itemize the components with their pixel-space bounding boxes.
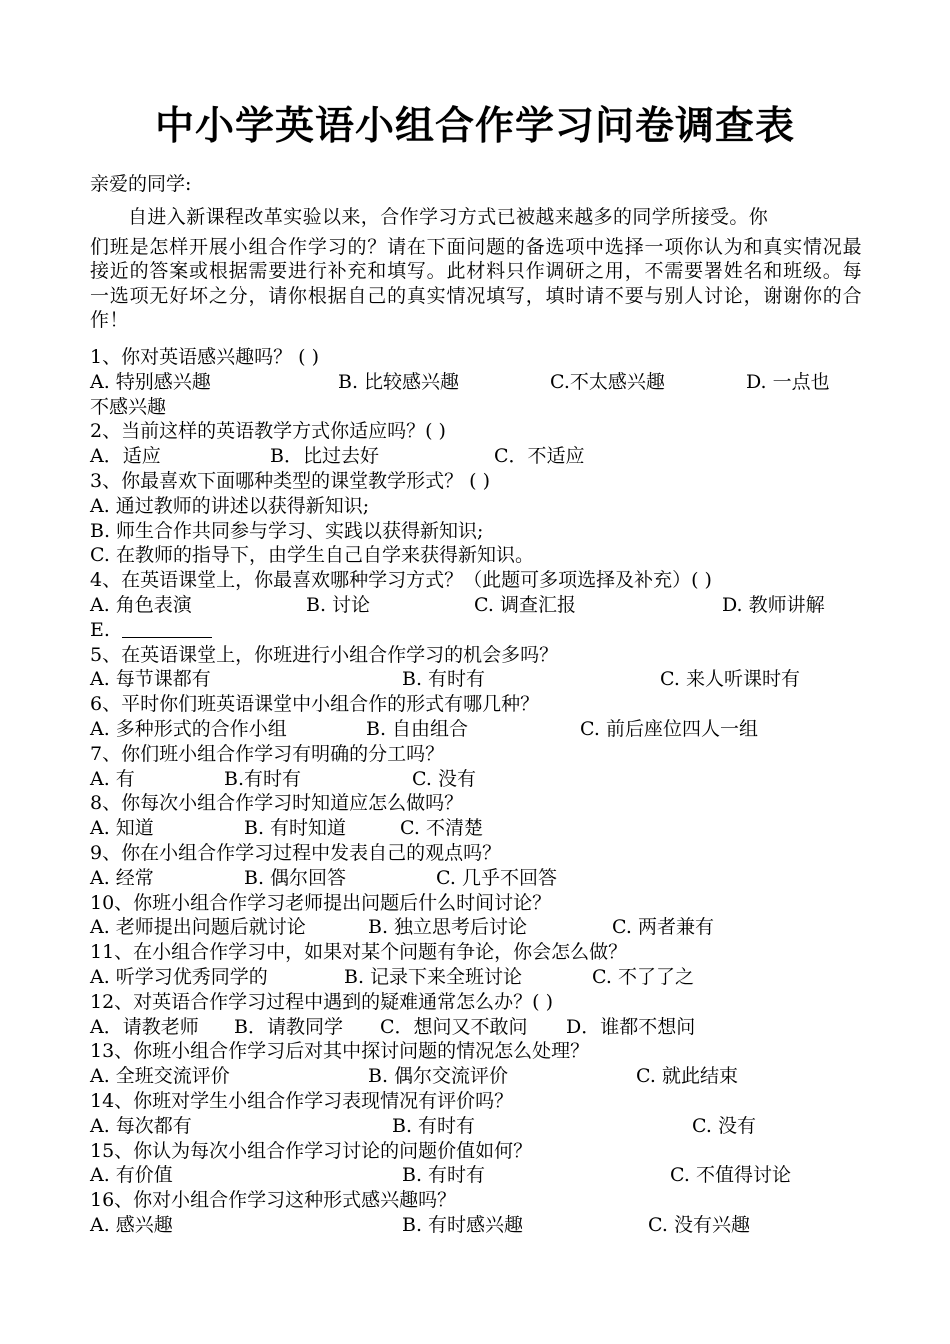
option-a: A. 老师提出问题后就讨论 xyxy=(90,916,306,939)
option-c: C. 几乎不回答 xyxy=(436,866,557,889)
option-a: A. 有 xyxy=(90,767,135,790)
option-c: C. 没有 xyxy=(412,767,476,790)
question-5: 5、在英语课堂上，你班进行小组合作学习的机会多吗？ xyxy=(90,643,559,666)
option-b: B.有时有 xyxy=(224,767,302,790)
question-3-option-b: B. 师生合作共同参与学习、实践以获得新知识; xyxy=(90,519,484,542)
question-3: 3、你最喜欢下面哪种类型的课堂教学形式？ ( ) xyxy=(90,469,490,492)
question-12: 12、对英语合作学习过程中遇到的疑难通常怎么办？( ) xyxy=(90,990,554,1013)
question-5-options xyxy=(90,667,862,692)
question-14: 14、你班对学生小组合作学习表现情况有评价吗？ xyxy=(90,1089,514,1112)
question-6-options xyxy=(90,717,862,742)
option-c: C. 就此结束 xyxy=(636,1065,738,1088)
intro-first-line: 自进入新课程改革实验以来，合作学习方式已被越来越多的同学所接受。你 xyxy=(128,206,769,228)
question-10: 10、你班小组合作学习老师提出问题后什么时间讨论？ xyxy=(90,891,552,914)
question-8: 8、你每次小组合作学习时知道应怎么做吗？ xyxy=(90,792,464,815)
option-b: B. 有时有 xyxy=(402,668,486,691)
question-1-options xyxy=(90,370,862,395)
question-11-options xyxy=(90,965,862,990)
question-10-options xyxy=(90,915,862,940)
question-8-options xyxy=(90,816,862,841)
question-13: 13、你班小组合作学习后对其中探讨问题的情况怎么处理？ xyxy=(90,1040,590,1063)
option-a: A. 听学习优秀同学的 xyxy=(90,965,268,988)
option-a: A. 特别感兴趣 xyxy=(90,370,211,393)
intro-body: 们班是怎样开展小组合作学习的？请在下面问题的备选项中选择一项你认为和真实情况最接近的答案或根据需要进行补充和填写。此材料只作调研之用，不需要署姓名和班级。每一选项无好坏之分，请你根据自己的真实情况填写，填时请不要与别人讨论，谢谢你的合作！ xyxy=(90,236,862,331)
option-c: C. 不值得讨论 xyxy=(670,1164,791,1187)
option-c: C. 前后座位四人一组 xyxy=(580,717,758,740)
option-a: A. 全班交流评价 xyxy=(90,1065,230,1088)
question-11: 11、在小组合作学习中，如果对某个问题有争论，你会怎么做？ xyxy=(90,941,628,964)
option-b: B．比过去好 xyxy=(270,445,379,468)
option-a: A. 每次都有 xyxy=(90,1114,192,1137)
option-b: B. 比较感兴趣 xyxy=(338,370,460,393)
option-b: B. 有时有 xyxy=(402,1164,486,1187)
question-7: 7、你们班小组合作学习有明确的分工吗？ xyxy=(90,742,445,765)
option-d: D. 教师讲解 xyxy=(722,593,825,616)
option-c: C. 来人听课时有 xyxy=(660,668,800,691)
option-a: A. 每节课都有 xyxy=(90,668,211,691)
question-9: 9、你在小组合作学习过程中发表自己的观点吗？ xyxy=(90,841,502,864)
option-b: B．请教同学 xyxy=(234,1015,343,1038)
question-16-options xyxy=(90,1213,862,1238)
question-7-options xyxy=(90,767,862,792)
option-b: B. 记录下来全班讨论 xyxy=(344,965,523,988)
question-15: 15、你认为每次小组合作学习讨论的问题价值如何？ xyxy=(90,1139,533,1162)
question-3-option-c: C. 在教师的指导下，由学生自己自学来获得新知识。 xyxy=(90,544,534,567)
option-c: C. 没有兴趣 xyxy=(648,1213,750,1236)
option-b: B. 偶尔回答 xyxy=(244,866,347,889)
question-1-option-d-cont: 不感兴趣 xyxy=(90,395,167,418)
option-a: A．适应 xyxy=(90,445,161,468)
question-3-option-a: A. 通过教师的讲述以获得新知识; xyxy=(90,494,370,517)
option-b: B. 有时有 xyxy=(392,1114,476,1137)
option-a: A. 经常 xyxy=(90,866,154,889)
option-c: C．不适应 xyxy=(494,445,585,468)
option-c: C. 没有 xyxy=(692,1114,756,1137)
option-e-label: E. xyxy=(90,618,110,641)
intro-paragraph xyxy=(90,205,862,332)
question-6: 6、平时你们班英语课堂中小组合作的形式有哪几种？ xyxy=(90,693,540,716)
question-9-options xyxy=(90,866,862,891)
salutation: 亲爱的同学: xyxy=(90,173,192,195)
option-b: B. 偶尔交流评价 xyxy=(368,1065,509,1088)
option-a: A. 有价值 xyxy=(90,1164,173,1187)
option-c: C．想问又不敢问 xyxy=(380,1015,528,1038)
option-a: A. 角色表演 xyxy=(90,593,192,616)
option-c: C. 调查汇报 xyxy=(474,593,576,616)
option-b: B. 有时感兴趣 xyxy=(402,1213,524,1236)
option-a: A. 感兴趣 xyxy=(90,1213,173,1236)
question-list xyxy=(90,345,862,1238)
option-d: D．谁都不想问 xyxy=(566,1015,696,1038)
option-b: B. 独立思考后讨论 xyxy=(368,916,528,939)
option-c: C. 两者兼有 xyxy=(612,916,714,939)
option-c: C. 不了了之 xyxy=(592,965,694,988)
question-1: 1、你对英语感兴趣吗？ ( ) xyxy=(90,346,319,368)
question-4-option-e xyxy=(90,618,862,643)
question-4: 4、在英语课堂上，你最喜欢哪种学习方式？（此题可多项选择及补充）( ) xyxy=(90,569,712,592)
option-e-blank xyxy=(122,619,212,638)
option-b: B. 自由组合 xyxy=(366,717,469,740)
option-b: B. 讨论 xyxy=(306,593,371,616)
question-12-options xyxy=(90,1015,862,1040)
question-15-options xyxy=(90,1163,862,1188)
option-c: C.不太感兴趣 xyxy=(550,370,665,393)
option-a: A. 知道 xyxy=(90,817,154,840)
question-4-options xyxy=(90,593,862,618)
question-16: 16、你对小组合作学习这种形式感兴趣吗？ xyxy=(90,1189,457,1212)
option-a: A. 多种形式的合作小组 xyxy=(90,717,287,740)
question-2-options xyxy=(90,444,862,469)
question-14-options xyxy=(90,1114,862,1139)
question-13-options xyxy=(90,1064,862,1089)
page-title: 中小学英语小组合作学习问卷调查表 xyxy=(154,103,795,149)
option-b: B. 有时知道 xyxy=(244,817,347,840)
option-d: D. 一点也 xyxy=(746,370,830,393)
option-a: A．请教老师 xyxy=(90,1015,199,1038)
question-2: 2、当前这样的英语教学方式你适应吗？( ) xyxy=(90,420,446,443)
option-c: C. 不清楚 xyxy=(400,817,483,840)
